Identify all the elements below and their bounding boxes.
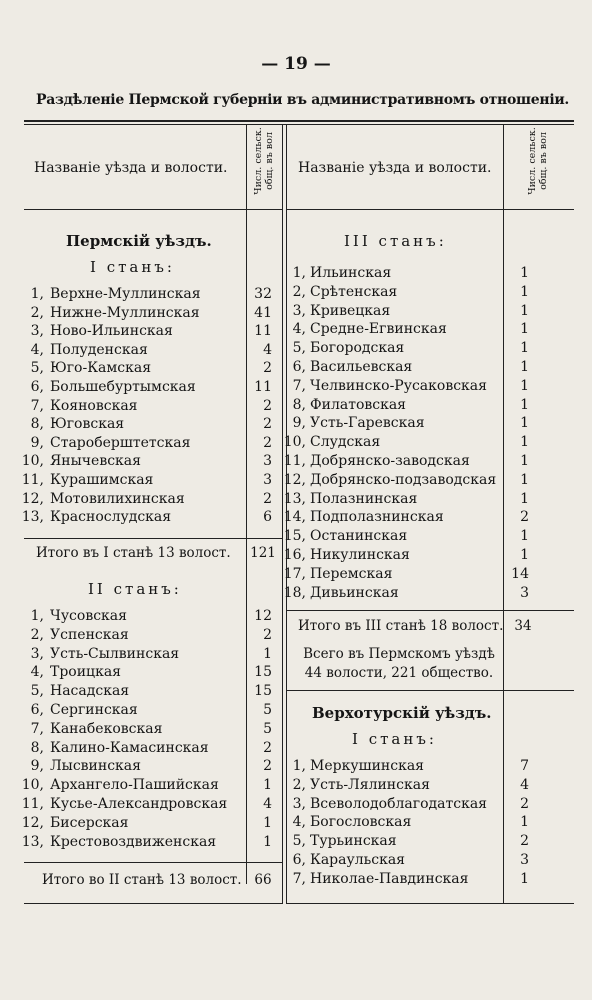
volost-name: Меркушинская [310,758,425,774]
name-column-header-right: Названіе уѣзда и волости. [298,160,492,176]
row-number: 7, [292,377,306,394]
row-number: 13, [283,490,306,507]
volost-name: Калино-Камасинская [50,739,209,756]
community-count: 5 [263,720,272,737]
volost-name: Богородская [310,340,405,357]
row-number: 7, [30,720,44,737]
volost-name: Кусье-Александровская [50,796,228,812]
table-top-rule [24,120,574,122]
community-count: 3 [263,472,272,488]
community-count: 1 [520,547,529,563]
community-count: 6 [263,509,272,526]
row-number: 3, [292,795,306,812]
row-number: 15, [283,528,306,545]
left-bottom-rule [24,903,282,904]
row-number: 4, [30,664,44,681]
volost-name: Юговская [50,416,125,433]
count-column-header-left: Числ. сельск. общ. въ вол [253,127,275,195]
volost-name: Успенская [50,626,129,643]
row-number: 12, [21,490,44,507]
row-number: 1, [292,265,306,281]
row-number: 9, [292,415,306,432]
community-count: 1 [520,471,529,488]
stan-1-total-rule [24,538,282,539]
row-number: 6, [30,702,44,718]
community-count: 1 [520,321,529,338]
community-count: 1 [520,528,529,545]
community-count: 1 [520,453,529,469]
row-number: 10, [21,453,44,470]
row-number: 1, [292,758,306,774]
row-number: 16, [283,547,306,563]
volost-name: Срѣтенская [310,283,398,300]
row-number: 4, [30,341,44,358]
row-number: 5, [292,340,306,357]
volost-name: Кривецкая [310,302,391,319]
row-number: 3, [30,323,44,340]
community-count: 3 [520,852,529,868]
community-count: 1 [520,359,529,375]
community-count: 4 [263,341,272,358]
row-number: 9, [30,434,44,451]
header-bottom-rule-left [24,209,282,210]
row-number: 8, [30,416,44,433]
row-number: 7, [292,870,306,887]
row-number: 8, [292,396,306,413]
row-number: 13, [21,509,44,526]
volost-name: Челвинско-Русаковская [310,377,487,394]
community-count: 2 [263,626,272,643]
community-count: 15 [254,683,272,700]
grand-total-rule [287,690,574,691]
community-count: 2 [263,360,272,377]
volost-name: Полазнинская [310,490,418,507]
row-number: 7, [30,397,44,414]
row-number: 13, [21,833,44,850]
community-count: 32 [254,286,272,302]
volost-name: Верхне-Муллинская [50,286,201,302]
row-number: 2, [30,626,44,643]
row-number: 9, [30,758,44,775]
volost-name: Останинская [310,528,408,545]
community-count: 2 [263,490,272,507]
community-count: 1 [520,265,529,281]
community-count: 1 [520,434,529,451]
community-count: 5 [263,702,272,718]
volost-name: Всеволодоблагодатская [310,795,488,812]
row-number: 2, [292,776,306,793]
row-number: 5, [30,683,44,700]
community-count: 12 [254,608,272,624]
volost-name: Богословская [310,814,412,831]
volost-name: Васильевская [310,359,413,375]
volost-name: Турьинская [310,833,397,850]
community-count: 41 [254,304,272,321]
community-count: 4 [520,776,529,793]
volost-name: Канабековская [50,720,163,737]
volost-name: Усть-Сылвинская [50,645,180,662]
page-number: — 19 — [261,54,331,74]
stan-heading-verkh-1: I станъ: [352,730,437,748]
volost-name: Кояновская [50,397,138,414]
stan-1-total-value: 121 [250,545,276,561]
volost-name: Николае-Павдинская [310,870,469,887]
community-count: 2 [263,758,272,775]
row-number: 5, [30,360,44,377]
stan-2-total-label: Итого во II станѣ 13 волост. [42,872,242,888]
row-number: 3, [30,645,44,662]
row-number: 1, [30,608,44,624]
volost-name: Курашимская [50,472,154,488]
row-number: 1, [30,286,44,302]
row-number: 12, [283,471,306,488]
row-number: 6, [292,852,306,868]
community-count: 1 [263,777,272,794]
volost-name: Добрянско-заводская [310,453,470,469]
volost-name: Добрянско-подзаводская [310,471,497,488]
row-number: 3, [292,302,306,319]
volost-name: Караульская [310,852,406,868]
volost-name: Большебуртымская [50,379,196,395]
stan-2-total-value: 66 [254,872,272,888]
stan-1-total-label: Итого въ I станѣ 13 волост. [36,545,231,561]
stan-3-total-value: 34 [514,618,532,634]
community-count: 1 [263,645,272,662]
community-count: 1 [520,340,529,357]
community-count: 11 [254,323,272,340]
row-number: 6, [30,379,44,395]
district-heading-verkhoturye: Верхотурскій уѣздъ. [312,704,492,722]
community-count: 11 [254,379,272,395]
community-count: 1 [520,283,529,300]
volost-name: Ново-Ильинская [50,323,173,340]
community-count: 15 [254,664,272,681]
volost-name: Усть-Гаревская [310,415,425,432]
community-count: 14 [511,565,529,582]
row-number: 11, [21,472,44,488]
community-count: 1 [263,814,272,831]
community-count: 4 [263,796,272,812]
name-column-header-left: Названіе уѣзда и волости. [34,160,228,176]
volost-name: Перемская [310,565,393,582]
volost-name: Лысвинская [50,758,141,775]
community-count: 1 [520,490,529,507]
volost-name: Слудская [310,434,381,451]
community-count: 2 [520,795,529,812]
row-number: 10, [21,777,44,794]
table-top-rule-thin [24,124,574,125]
volost-name: Средне-Егвинская [310,321,447,338]
volost-name: Юго-Камская [50,360,152,377]
count-column-header-right: Числ. сельск. общ. въ вол [527,127,549,195]
volost-name: Чусовская [50,608,127,624]
volost-name: Никулинская [310,547,410,563]
community-count: 1 [520,415,529,432]
volost-name: Полуденская [50,341,148,358]
row-number: 8, [30,739,44,756]
volost-name: Ильинская [310,265,392,281]
right-bottom-rule [287,903,574,904]
volost-name: Сергинская [50,702,138,718]
community-count: 1 [263,833,272,850]
row-number: 11, [283,453,306,469]
volost-name: Подполазнинская [310,509,444,526]
volost-name: Краснослудская [50,509,172,526]
row-number: 4, [292,321,306,338]
volost-name: Дивьинская [310,584,399,601]
community-count: 2 [263,434,272,451]
district-heading-perm: Пермскій уѣздъ. [66,232,212,250]
row-number: 2, [30,304,44,321]
stan-3-total-label: Итого въ III станѣ 18 волост. [298,618,504,634]
community-count: 1 [520,377,529,394]
volost-name: Насадская [50,683,130,700]
page-title: Раздѣленіе Пермской губерніи въ административномъ отношеніи. [35,92,570,108]
community-count: 2 [520,509,529,526]
community-count: 1 [520,302,529,319]
stan-heading-3: III станъ: [344,232,447,250]
volost-name: Троицкая [50,664,121,681]
row-number: 17, [283,565,306,582]
community-count: 3 [263,453,272,470]
community-count: 1 [520,870,529,887]
volost-name: Староберштетская [50,434,191,451]
row-number: 11, [21,796,44,812]
volost-name: Архангело-Пашийская [50,777,219,794]
community-count: 1 [520,396,529,413]
row-number: 2, [292,283,306,300]
community-count: 2 [520,833,529,850]
community-count: 2 [263,397,272,414]
community-count: 1 [520,814,529,831]
volost-name: Крестовоздвиженская [50,833,217,850]
volost-name: Нижне-Муллинская [50,304,200,321]
stan-2-total-rule [24,862,282,863]
volost-name: Усть-Лялинская [310,776,430,793]
volost-name: Мотовилихинская [50,490,185,507]
row-number: 14, [283,509,306,526]
volost-name: Янычевская [50,453,141,470]
row-number: 12, [21,814,44,831]
row-number: 4, [292,814,306,831]
row-number: 5, [292,833,306,850]
row-number: 6, [292,359,306,375]
volost-name: Филатовская [310,396,407,413]
row-number: 10, [283,434,306,451]
community-count: 3 [520,584,529,601]
volost-name: Бисерская [50,814,129,831]
grand-total: Всего въ Пермскомъ уѣздѣ 44 волости, 221 общество. [303,646,495,681]
community-count: 2 [263,416,272,433]
community-count: 7 [520,758,529,774]
stan-heading-2: II станъ: [88,580,182,598]
row-number: 18, [283,584,306,601]
stan-3-total-rule [287,610,574,611]
stan-heading-1: I станъ: [90,258,175,276]
community-count: 2 [263,739,272,756]
